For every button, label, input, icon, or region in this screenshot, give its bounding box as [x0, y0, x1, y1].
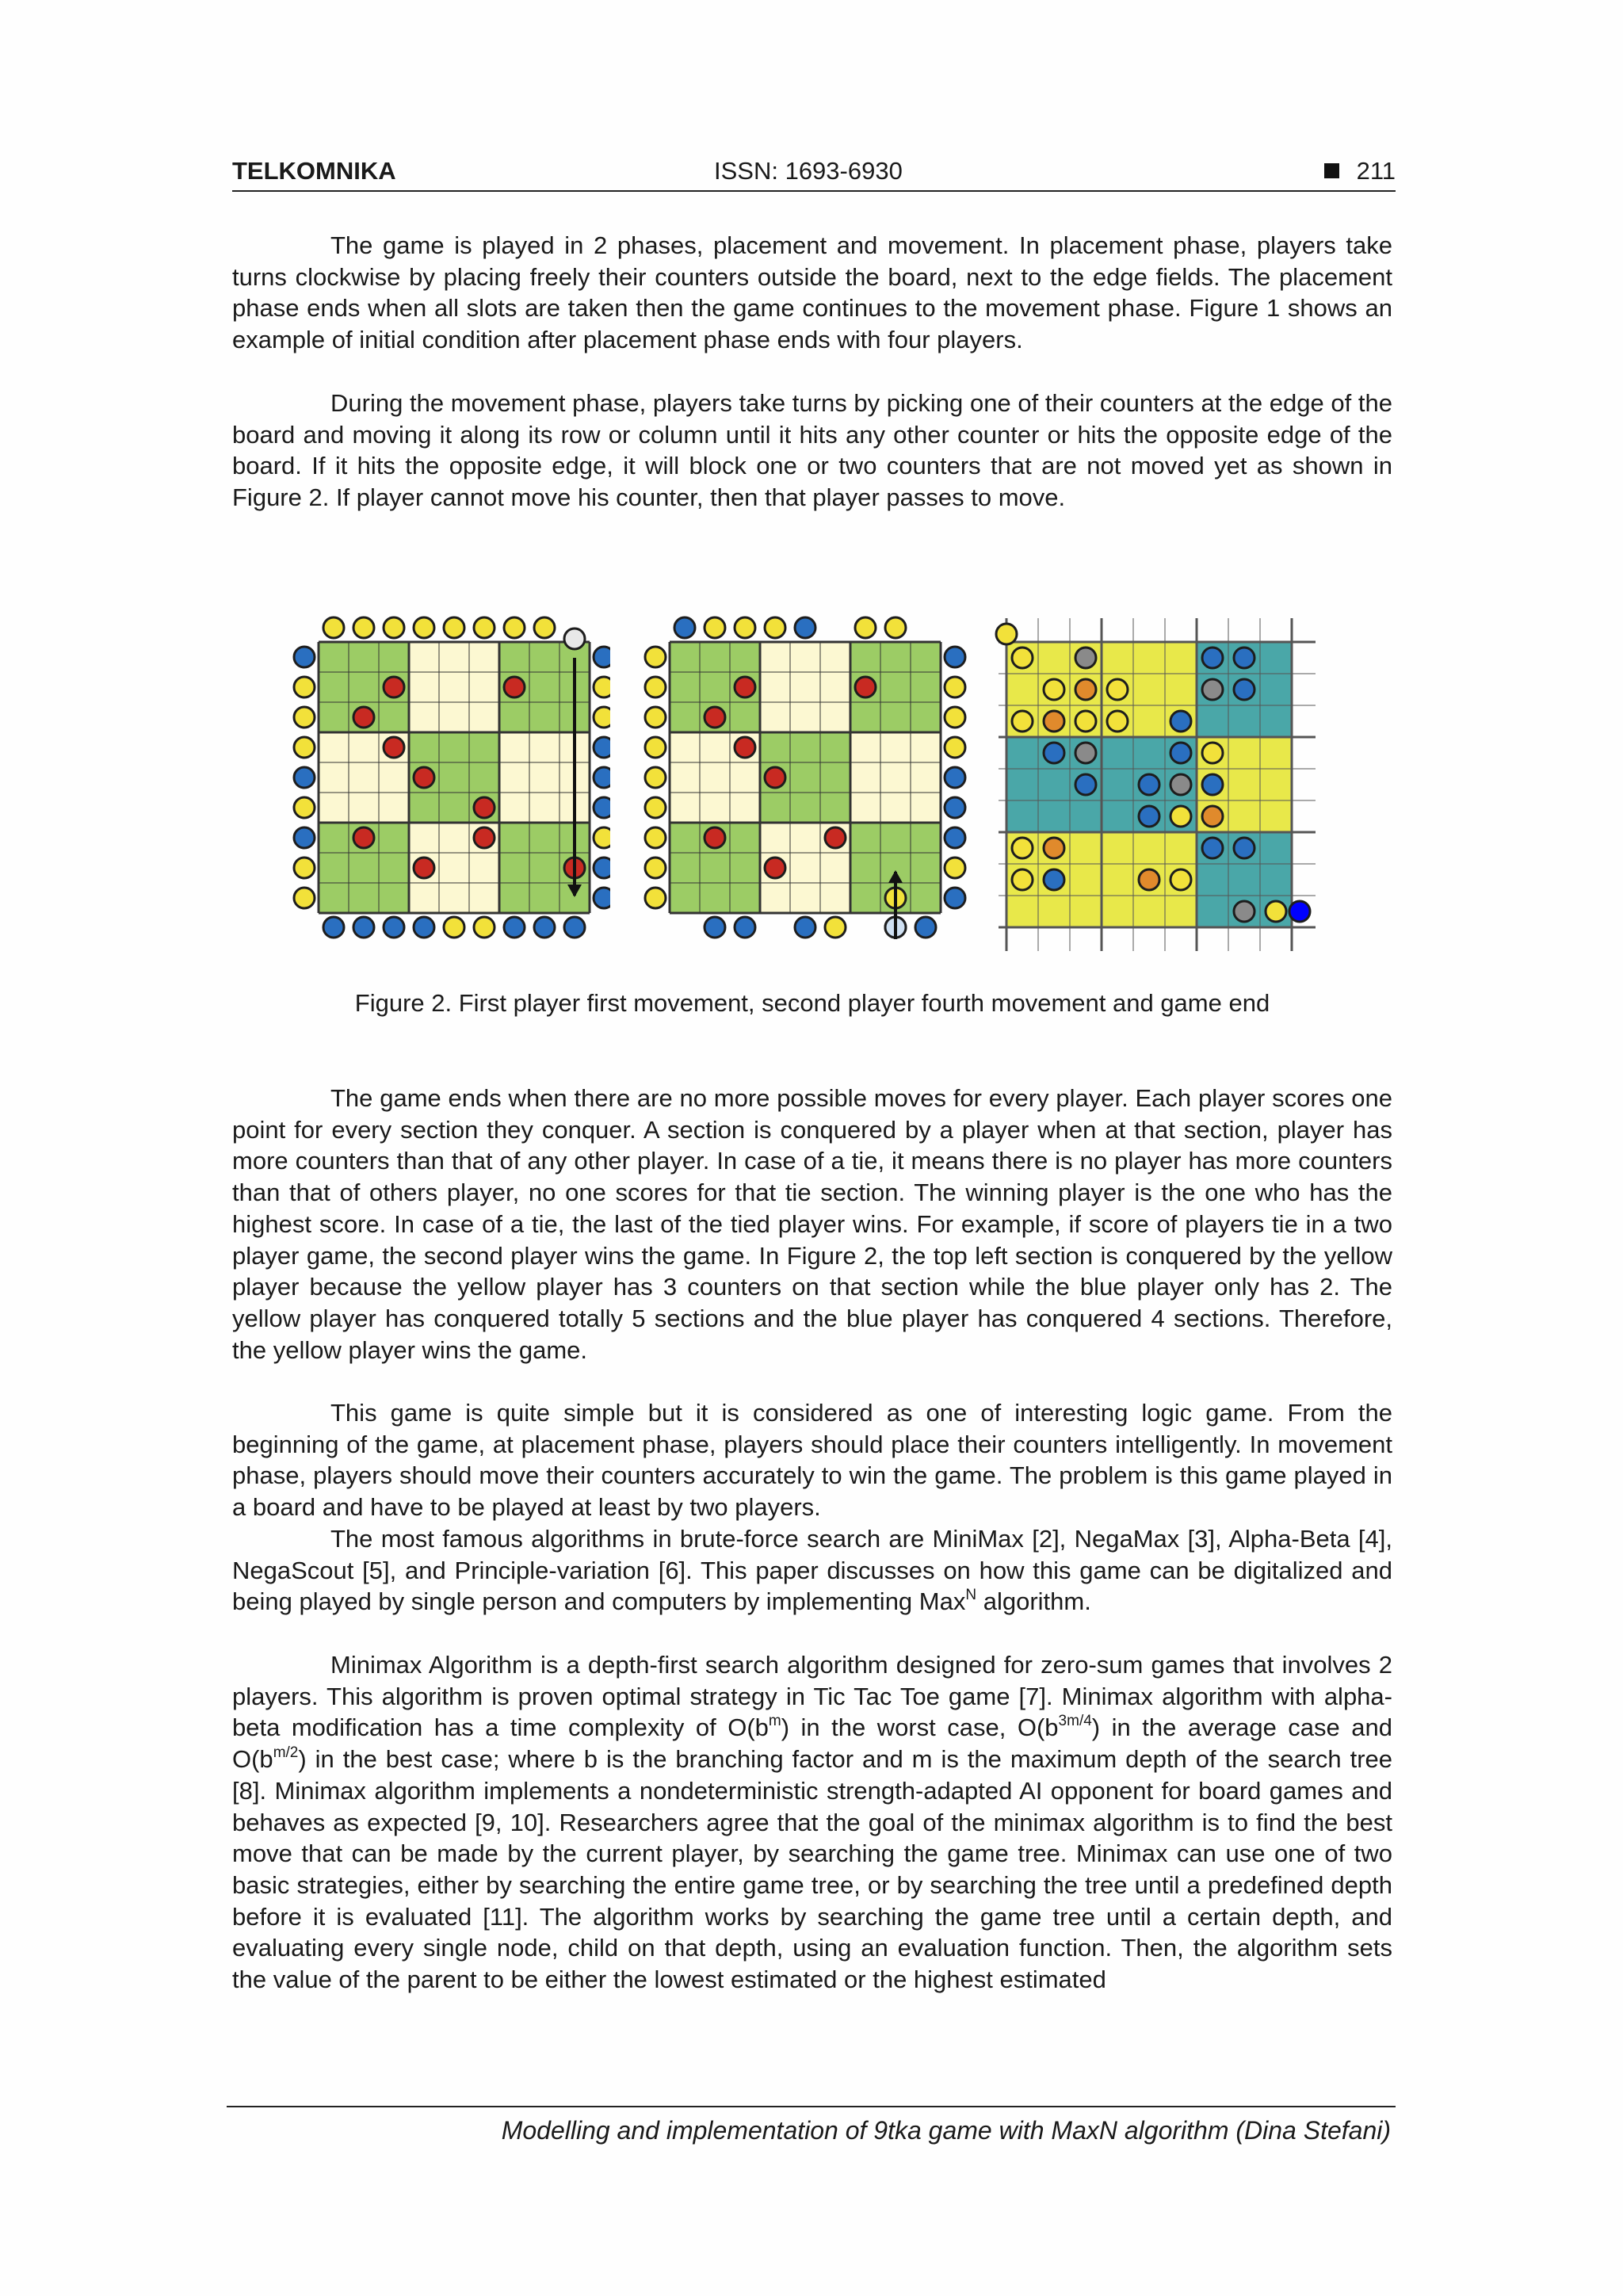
board-cell — [760, 672, 790, 702]
counter — [474, 617, 495, 638]
board-cell — [790, 823, 820, 853]
counter — [705, 617, 725, 638]
counter — [1202, 838, 1223, 858]
counter — [945, 827, 965, 848]
counter — [594, 647, 610, 667]
page-number: 211 — [1356, 157, 1396, 185]
board-cell — [850, 732, 880, 762]
board-cell — [850, 823, 880, 853]
board-cell — [911, 793, 941, 823]
counter — [1139, 806, 1159, 827]
board-cell — [760, 732, 790, 762]
board-cell — [670, 732, 700, 762]
counter — [474, 827, 495, 848]
board-cell — [529, 732, 559, 762]
board-cell — [439, 732, 469, 762]
board-cell — [700, 672, 730, 702]
board-first-movement — [285, 610, 610, 959]
board-cell — [439, 642, 469, 672]
board-cell — [820, 672, 850, 702]
counter — [1170, 743, 1191, 763]
board-cell — [760, 883, 790, 913]
board-cell — [911, 853, 941, 883]
board-cell — [469, 642, 499, 672]
board-cell — [700, 762, 730, 793]
counter — [1044, 711, 1064, 732]
counter — [444, 617, 464, 638]
board-cell — [730, 853, 760, 883]
paragraph-movement: During the movement phase, players take turns by picking one of their counters at the edge of the board and moving it along its row or column until it hits any other counter or hits the opposite edge of the board. If it hits the opposite edge, it will block one or two counters that are not moved yet as shown in Figure 2. If player cannot move his counter, then that player passes to move. — [232, 389, 1392, 512]
board-cell — [379, 853, 409, 883]
counter — [594, 858, 610, 878]
counter — [645, 827, 666, 848]
board-cell — [349, 642, 379, 672]
counter — [414, 767, 434, 788]
board-cell — [820, 642, 850, 672]
counter — [855, 617, 876, 638]
counter — [945, 858, 965, 878]
counter — [1107, 711, 1128, 732]
board-cell — [499, 642, 529, 672]
board-cell — [319, 702, 349, 732]
board-cell — [820, 883, 850, 913]
counter — [705, 827, 725, 848]
board-cell — [670, 702, 700, 732]
counter — [645, 737, 666, 758]
counter — [594, 737, 610, 758]
board-cell — [469, 762, 499, 793]
board-cell — [790, 853, 820, 883]
counter — [1012, 838, 1033, 858]
counter — [885, 617, 906, 638]
figure-2 — [285, 610, 1339, 959]
board-game-end — [991, 610, 1339, 959]
board-cell — [439, 853, 469, 883]
paragraph-minimax: Minimax Algorithm is a depth-first search algorithm designed for zero-sum games that involves 2 players. This algorithm is proven optimal strategy in Tic Tac Toe game [7]. Minimax algorithm with alpha-beta modification has a time complexity of $O(b^m)$ in the worst case, $O(b^{3m/4})$ in the average case and $O(b^{m/2})$ in the best case; where b is the branching factor and m is the maximum depth of the search tree [8]. Minimax algorithm implements a nondeterministic strength-adapted AI opponent for board games and behaves as expected [9, 10]. Researchers agree that the goal of the minimax algorithm is to find the best move that can be made by the current player, by searching the game tree. Minimax can use one of two basic strategies, either by searching the entire game tree, or by searching the tree until a predefined depth before it is evaluated [11]. The algorithm works by searching the game tree until a certain depth, and evaluating every single node, child on that depth, using an evaluation function. Then, the algorithm sets the value of the parent to be either the lowest estimated or the highest estimated — [232, 1651, 1392, 1994]
footer-rule — [227, 2106, 1396, 2107]
board-cell — [730, 762, 760, 793]
board-cell — [379, 642, 409, 672]
counter — [945, 647, 965, 667]
counter — [1170, 774, 1191, 795]
board-cell — [499, 793, 529, 823]
counter — [594, 888, 610, 908]
board-cell — [700, 793, 730, 823]
board-cell — [409, 823, 439, 853]
counter — [645, 647, 666, 667]
board-cell — [529, 853, 559, 883]
counter — [1202, 774, 1223, 795]
board-cell — [670, 672, 700, 702]
counter — [1012, 711, 1033, 732]
counter — [294, 888, 315, 908]
header-rule — [232, 190, 1396, 192]
counter — [1075, 679, 1096, 700]
board-cell — [670, 762, 700, 793]
counter — [384, 617, 404, 638]
paragraph-placement: The game is played in 2 phases, placement and movement. In placement phase, players take turns clockwise by placing freely their counters outside the board, next to the edge fields. The placement phase ends when all slots are taken then the game continues to the movement phase. Figure 1 shows an example of initial condition after placement phase ends with four players. — [232, 231, 1392, 354]
counter — [996, 624, 1017, 644]
issn: ISSN: 1693-6930 — [714, 157, 903, 185]
board-cell — [529, 672, 559, 702]
board-cell — [730, 642, 760, 672]
board-cell — [911, 823, 941, 853]
counter — [645, 797, 666, 818]
board-cell — [730, 883, 760, 913]
board-cell — [700, 853, 730, 883]
counter — [1075, 711, 1096, 732]
board-cell — [439, 672, 469, 702]
counter — [705, 917, 725, 938]
counter — [323, 617, 344, 638]
board-cell — [760, 642, 790, 672]
board-cell — [349, 793, 379, 823]
paragraph-algorithms: The most famous algorithms in brute-force search are MiniMax [2], NegaMax [3], Alpha-Beta [4], NegaScout [5], and Principle-variation [6]. This paper discusses on how this game can be digitalized and being played by single person and computers by implementing Max$^N$ algorithm. — [232, 1525, 1392, 1616]
counter — [1234, 901, 1254, 922]
counter — [294, 677, 315, 697]
board-cell — [700, 642, 730, 672]
board-cell — [469, 672, 499, 702]
counter — [645, 888, 666, 908]
board-cell — [820, 793, 850, 823]
counter — [915, 917, 936, 938]
board-cell — [820, 702, 850, 732]
counter — [594, 767, 610, 788]
counter — [945, 737, 965, 758]
counter — [645, 858, 666, 878]
board-cell — [790, 642, 820, 672]
board-cell — [911, 642, 941, 672]
counter — [294, 707, 315, 728]
board-cell — [820, 853, 850, 883]
board-cell — [499, 732, 529, 762]
counter — [353, 707, 374, 728]
board-cell — [319, 762, 349, 793]
board-cell — [319, 642, 349, 672]
board-cell — [409, 732, 439, 762]
board-cell — [911, 732, 941, 762]
journal-name: TELKOMNIKA — [232, 157, 396, 185]
counter — [534, 917, 555, 938]
counter — [444, 917, 464, 938]
counter — [414, 917, 434, 938]
board-cell — [760, 702, 790, 732]
counter — [945, 707, 965, 728]
counter — [1202, 648, 1223, 668]
board-cell — [670, 853, 700, 883]
counter — [735, 617, 755, 638]
counter — [735, 737, 755, 758]
counter — [294, 797, 315, 818]
board-fourth-movement — [638, 610, 979, 959]
counter — [594, 827, 610, 848]
board-cell — [469, 702, 499, 732]
counter — [1170, 869, 1191, 890]
counter — [564, 628, 585, 649]
counter — [945, 677, 965, 697]
page-number-block — [1324, 154, 1396, 189]
counter — [945, 888, 965, 908]
board-cell — [911, 883, 941, 913]
counter — [1044, 838, 1064, 858]
board-cell — [730, 702, 760, 732]
board-cell — [529, 793, 559, 823]
board-cell — [790, 732, 820, 762]
counter — [323, 917, 344, 938]
counter — [384, 677, 404, 697]
counter — [795, 917, 815, 938]
counter — [855, 677, 876, 697]
counter — [353, 827, 374, 848]
counter — [1139, 869, 1159, 890]
board-cell — [790, 672, 820, 702]
board-cell — [529, 883, 559, 913]
board-cell — [880, 793, 911, 823]
board-cell — [880, 762, 911, 793]
board-cell — [439, 883, 469, 913]
board-cell — [880, 702, 911, 732]
board-cell — [439, 823, 469, 853]
counter — [735, 917, 755, 938]
page-header — [232, 154, 1396, 189]
board-cell — [760, 793, 790, 823]
board-cell — [499, 883, 529, 913]
counter — [1202, 743, 1223, 763]
counter — [384, 737, 404, 758]
counter — [294, 767, 315, 788]
counter — [474, 917, 495, 938]
board-cell — [409, 883, 439, 913]
board-cell — [880, 823, 911, 853]
counter — [353, 617, 374, 638]
board-cell — [469, 883, 499, 913]
board-cell — [319, 793, 349, 823]
counter — [504, 677, 525, 697]
counter — [1170, 711, 1191, 732]
square-bullet-icon — [1324, 163, 1339, 178]
board-cell — [670, 823, 700, 853]
board-cell — [790, 702, 820, 732]
counter — [414, 617, 434, 638]
counter — [1202, 806, 1223, 827]
counter — [1012, 648, 1033, 668]
board-cell — [499, 762, 529, 793]
counter — [705, 707, 725, 728]
counter — [1234, 679, 1254, 700]
counter — [825, 827, 846, 848]
board-cell — [850, 853, 880, 883]
counter — [564, 917, 585, 938]
counter — [1075, 743, 1096, 763]
board-cell — [409, 672, 439, 702]
counter — [294, 858, 315, 878]
board-cell — [439, 762, 469, 793]
board-cell — [409, 793, 439, 823]
counter — [384, 917, 404, 938]
board-cell — [911, 702, 941, 732]
board-cell — [850, 793, 880, 823]
counter — [594, 677, 610, 697]
counter — [735, 677, 755, 697]
board-cell — [319, 883, 349, 913]
board-cell — [850, 883, 880, 913]
counter — [1202, 679, 1223, 700]
board-cell — [529, 823, 559, 853]
board-cell — [409, 642, 439, 672]
board-cell — [820, 732, 850, 762]
board-cell — [911, 672, 941, 702]
counter — [795, 617, 815, 638]
counter — [765, 858, 785, 878]
counter — [645, 677, 666, 697]
board-cell — [700, 883, 730, 913]
counter — [1266, 901, 1286, 922]
counter — [294, 647, 315, 667]
counter — [945, 767, 965, 788]
counter — [645, 707, 666, 728]
counter — [945, 797, 965, 818]
board-cell — [349, 732, 379, 762]
counter — [1012, 869, 1033, 890]
board-cell — [319, 672, 349, 702]
paragraph-game-end: The game ends when there are no more possible moves for every player. Each player scores one point for every section they conquer. A section is conquered by a player when at that section, player has more counters than that of any other player. In case of a tie, it means there is no player has more counters than that of others player, no one scores for that tie section. The winning player is the one who has the highest score. In case of a tie, the last of the tied player wins. For example, if score of players tie in a two player game, the second player wins the game. In Figure 2, the top left section is conquered by the yellow player because the yellow player has 3 counters on that section while the blue player only has 2. The yellow player has conquered totally 5 sections and the blue player has conquered 4 sections. Therefore, the yellow player wins the game. — [232, 1084, 1392, 1364]
board-cell — [349, 762, 379, 793]
running-footer: Modelling and implementation of 9tka game with MaxN algorithm (Dina Stefani) — [501, 2116, 1391, 2145]
board-cell — [319, 732, 349, 762]
board-cell — [319, 853, 349, 883]
board-cell — [730, 823, 760, 853]
counter — [294, 827, 315, 848]
board-cell — [469, 853, 499, 883]
board-cell — [439, 702, 469, 732]
board-cell — [499, 823, 529, 853]
board-cell — [529, 702, 559, 732]
counter — [1234, 648, 1254, 668]
counter — [594, 797, 610, 818]
counter — [414, 858, 434, 878]
board-cell — [379, 823, 409, 853]
board-cell — [911, 762, 941, 793]
board-cell — [439, 793, 469, 823]
board-cell — [349, 853, 379, 883]
board-cell — [529, 642, 559, 672]
board-cell — [379, 702, 409, 732]
counter — [1170, 806, 1191, 827]
counter — [645, 767, 666, 788]
board-cell — [499, 702, 529, 732]
board-cell — [850, 762, 880, 793]
counter — [1044, 743, 1064, 763]
counter — [765, 767, 785, 788]
board-cell — [469, 732, 499, 762]
counter — [825, 917, 846, 938]
board-cell — [529, 762, 559, 793]
board-cell — [409, 702, 439, 732]
board-cell — [670, 883, 700, 913]
board-cell — [319, 823, 349, 853]
paragraph-simple-game: This game is quite simple but it is considered as one of interesting logic game. From the beginning of the game, at placement phase, players should place their counters intelligently. In movement phase, players should move their counters accurately to win the game. The problem is this game played in a board and have to be played at least by two players. — [232, 1399, 1392, 1522]
counter — [594, 707, 610, 728]
board-cell — [790, 762, 820, 793]
board-cell — [379, 883, 409, 913]
figure-caption: Figure 2. First player first movement, second player fourth movement and game end — [354, 989, 1270, 1017]
board-cell — [670, 793, 700, 823]
board-cell — [379, 793, 409, 823]
board-cell — [850, 642, 880, 672]
counter — [504, 917, 525, 938]
counter — [1044, 679, 1064, 700]
board-cell — [379, 762, 409, 793]
counter — [504, 617, 525, 638]
board-cell — [790, 793, 820, 823]
counter — [474, 797, 495, 818]
counter — [1107, 679, 1128, 700]
counter — [1075, 648, 1096, 668]
board-cell — [730, 793, 760, 823]
counter — [1044, 869, 1064, 890]
board-cell — [850, 702, 880, 732]
counter — [1289, 901, 1310, 922]
board-cell — [760, 823, 790, 853]
counter — [294, 737, 315, 758]
counter — [674, 617, 695, 638]
board-cell — [700, 732, 730, 762]
board-cell — [790, 883, 820, 913]
board-cell — [349, 672, 379, 702]
counter — [1075, 774, 1096, 795]
board-cell — [349, 883, 379, 913]
counter — [765, 617, 785, 638]
board-cell — [499, 853, 529, 883]
board-cell — [880, 732, 911, 762]
counter — [353, 917, 374, 938]
counter — [1234, 838, 1254, 858]
counter — [1139, 774, 1159, 795]
board-cell — [880, 672, 911, 702]
board-cell — [670, 642, 700, 672]
board-cell — [880, 642, 911, 672]
counter — [534, 617, 555, 638]
board-cell — [820, 762, 850, 793]
